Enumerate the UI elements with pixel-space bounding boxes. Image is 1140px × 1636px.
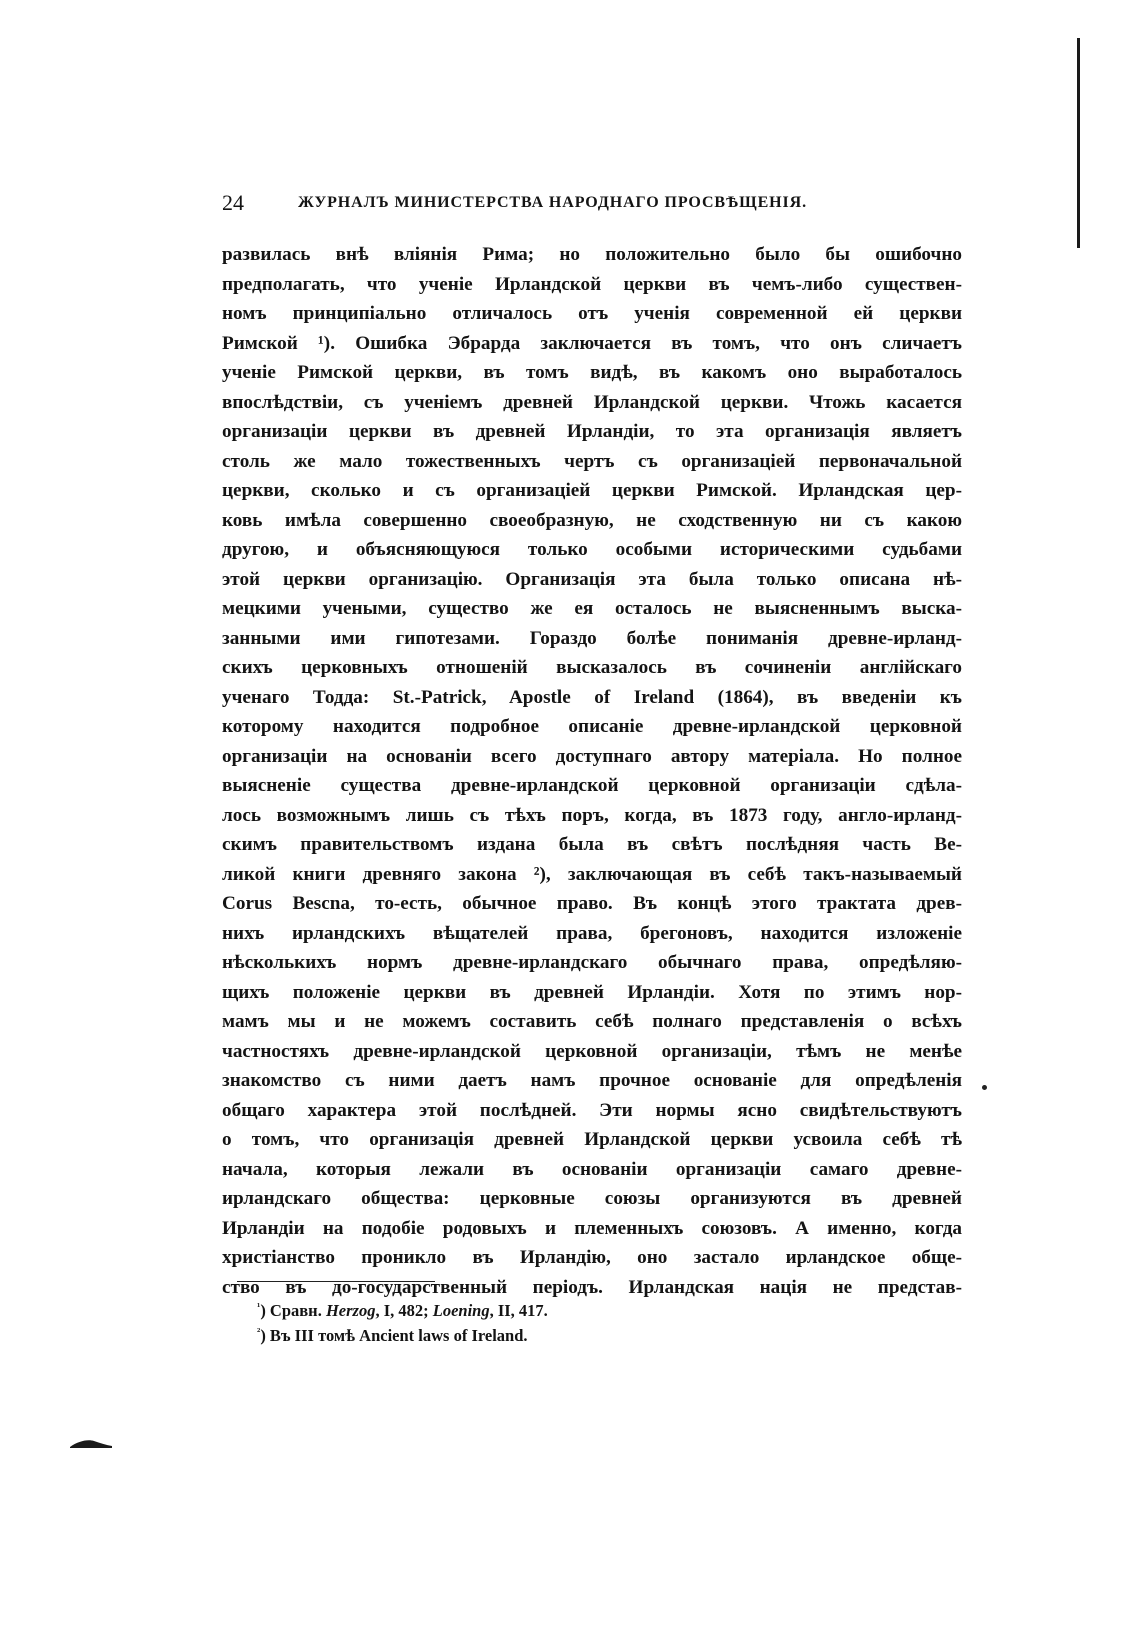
body-line: Corus Bescna, то-есть, обычное право. Въ концѣ этого трактата древ-	[222, 893, 962, 914]
footnote-1-before: ) Сравн.	[260, 1301, 326, 1320]
body-line: ирландскаго общества: церковные союзы организуются въ древней	[222, 1188, 962, 1209]
body-line: церкви, сколько и съ организаціей церкви Римской. Ирландская цер-	[222, 480, 962, 501]
body-line: знакомство съ ними даетъ намъ прочное основаніе для опредѣленія	[222, 1070, 962, 1091]
footnote-2-text: ) Въ III томѣ Ancient laws of Ireland.	[260, 1326, 528, 1345]
body-line: ликой книги древняго закона ²), заключающая въ себѣ такъ-называемый	[222, 863, 962, 885]
running-title: ЖУРНАЛЪ МИНИСТЕРСТВА НАРОДНАГО ПРОСВѢЩЕНІЯ.	[298, 194, 807, 211]
body-line: ученіе Римской церкви, въ томъ видѣ, въ какомъ оно выработалось	[222, 362, 962, 383]
body-line: мамъ мы и не можемъ составить себѣ полнаго представленія о всѣхъ	[222, 1011, 962, 1032]
body-line: Римской ¹). Ошибка Эбрарда заключается въ томъ, что онъ сличаетъ	[222, 332, 962, 354]
body-line: христіанство проникло въ Ирландію, оно застало ирландское обще-	[222, 1247, 962, 1268]
body-line: организаціи церкви въ древней Ирландіи, то эта организація являетъ	[222, 421, 962, 442]
body-line: столь же мало тожественныхъ чертъ съ организаціей первоначальной	[222, 450, 962, 472]
footnote-1-author-loening: Loening	[432, 1301, 490, 1320]
body-line: другою, и объясняющуюся только особыми историческими судьбами	[222, 539, 962, 560]
footnote-2	[257, 1323, 777, 1348]
page-number: 24	[222, 190, 244, 215]
body-line: скимъ правительствомъ издана была въ свѣтъ послѣдняя часть Ве-	[222, 834, 962, 855]
body-line: щихъ положеніе церкви въ древней Ирландіи. Хотя по этимъ нор-	[222, 981, 962, 1003]
footnote-2-marker: ²	[257, 1326, 261, 1338]
body-line: номъ принципіально отличалось отъ ученія современной ей церкви	[222, 303, 962, 324]
footnote-1-middle: , I, 482;	[375, 1301, 433, 1320]
body-line: занными ими гипотезами. Гораздо болѣе пониманія древне-ирланд-	[222, 627, 962, 649]
body-line: ство въ до-государственный періодъ. Ирландская нація не представ-	[222, 1276, 962, 1298]
footnote-1-after: , II, 417.	[489, 1301, 548, 1320]
body-line: нѣсколькихъ нормъ древне-ирландскаго обычнаго права, опредѣляю-	[222, 952, 962, 973]
body-line: этой церкви организацію. Организація эта была только описана нѣ-	[222, 568, 962, 590]
body-text	[222, 240, 962, 1302]
body-line: которому находится подробное описаніе древне-ирландской церковной	[222, 716, 962, 737]
body-line: начала, которыя лежали въ основаніи организаціи самаго древне-	[222, 1158, 962, 1180]
footnote-1	[257, 1298, 777, 1323]
body-line: предполагать, что ученіе Ирландской церкви въ чемъ-либо существен-	[222, 273, 962, 295]
margin-ink-mark	[70, 1438, 112, 1448]
body-line: ковь имѣла совершенно своеобразную, не сходственную ни съ какою	[222, 509, 962, 531]
body-line: развилась внѣ вліянія Рима; но положительно было бы ошибочно	[222, 244, 962, 265]
page-header	[222, 190, 962, 226]
body-line: скихъ церковныхъ отношеній высказалось въ сочиненіи англійскаго	[222, 657, 962, 678]
body-line: лось возможнымъ лишь съ тѣхъ поръ, когда, въ 1873 году, англо-ирланд-	[222, 804, 962, 826]
scan-edge-line	[1077, 38, 1080, 248]
body-line: общаго характера этой послѣдней. Эти нормы ясно свидѣтельствуютъ	[222, 1099, 962, 1121]
body-line: частностяхъ древне-ирландской церковной организаціи, тѣмъ не менѣе	[222, 1040, 962, 1062]
footnote-1-author-herzog: Herzog	[325, 1301, 376, 1320]
body-line: ученаго Тодда: St.-Patrick, Apostle of Ireland (1864), въ введеніи къ	[222, 686, 962, 708]
body-line: впослѣдствіи, съ ученіемъ древней Ирландской церкви. Чтожь касается	[222, 391, 962, 413]
footnote-rule	[237, 1281, 435, 1282]
body-line: организаціи на основаніи всего доступнаго автору матеріала. Но полное	[222, 745, 962, 767]
body-line: нихъ ирландскихъ вѣщателей права, брегоновъ, находится изложеніе	[222, 922, 962, 944]
body-line: мецкими учеными, существо же ея осталось не выясненнымъ выска-	[222, 598, 962, 619]
footnote-1-marker: ¹	[257, 1301, 261, 1313]
body-line: выясненіе существа древне-ирландской церковной организаціи сдѣла-	[222, 775, 962, 796]
footnotes	[257, 1298, 777, 1348]
body-line: о томъ, что организація древней Ирландской церкви усвоила себѣ тѣ	[222, 1129, 962, 1150]
ink-speck	[982, 1085, 987, 1090]
body-line: Ирландіи на подобіе родовыхъ и племенныхъ союзовъ. А именно, когда	[222, 1217, 962, 1239]
